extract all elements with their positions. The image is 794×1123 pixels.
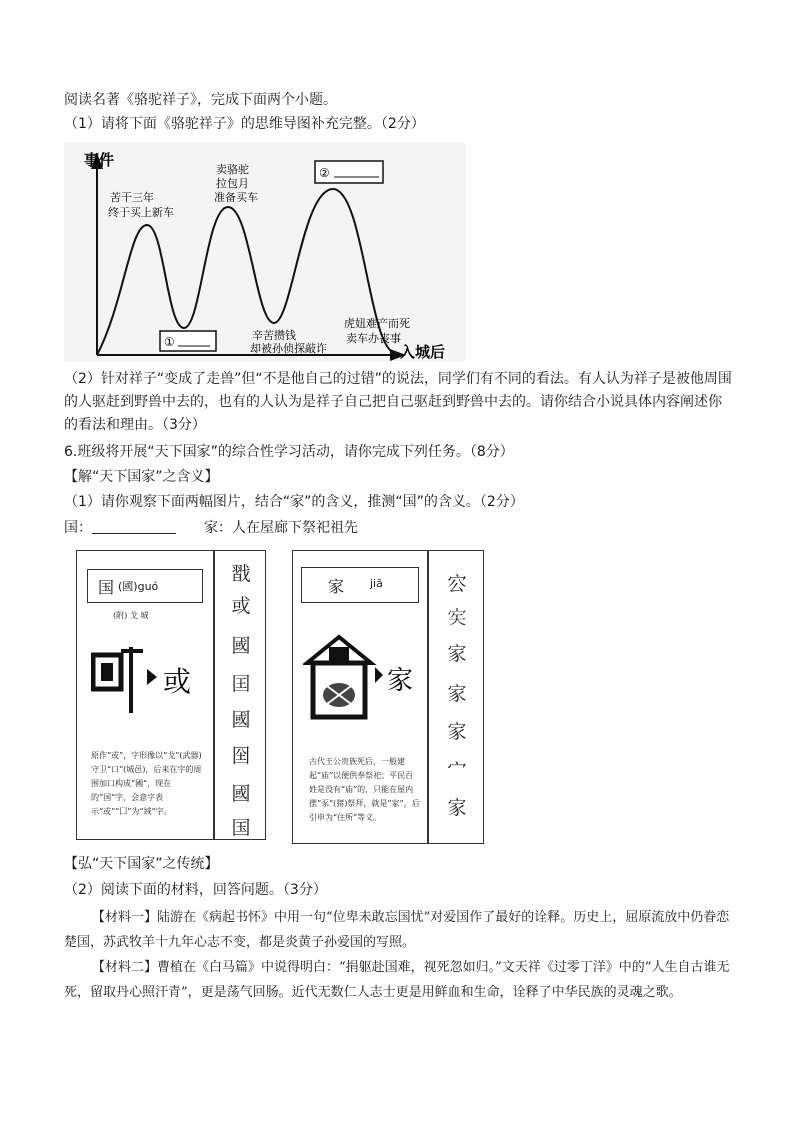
valley2-line1: 辛苦攒钱 — [252, 329, 296, 342]
x-axis-label: 入城后 — [400, 343, 446, 361]
section-title-1: 【解“天下国家”之含义】 — [64, 469, 219, 485]
jia-card — [292, 550, 484, 844]
jia-title: 家 — [328, 577, 345, 596]
jia-form-4: 家 — [447, 683, 467, 705]
jia-title-box — [301, 567, 419, 603]
svg-text:家: 家 — [387, 666, 414, 696]
peak2-line2: 拉包月 — [216, 177, 249, 190]
guo-form-3: 國 — [231, 635, 251, 657]
question-6-2: （2）阅读下面的材料，回答问题。（3分） — [64, 882, 327, 898]
question-2: （2）针对祥子“变成了走兽”但“不是他自己的过错”的说法，同学们有不同的看法。有人认为祥子是被他周围的人驱赶到野兽中去的，也有的人认为是祥子自己把自己驱赶到野兽中去的。请你结合小说具体内容阐述你的看法和理由。（3分） — [64, 371, 732, 433]
guo-jia-row — [64, 517, 358, 539]
guo-card — [76, 550, 266, 840]
peak2-line1: 卖骆驼 — [216, 163, 249, 176]
guo-divider — [213, 551, 215, 839]
end-event-line1: 虎妞难产而死 — [344, 317, 410, 330]
guo-label: 国： — [64, 520, 92, 536]
guo-title: 国 — [98, 578, 115, 597]
question-6-1: （1）请你观察下面两幅图片，结合“家”的含义，推测“国”的含义。（2分） — [64, 494, 524, 510]
jia-form-6: 宀 — [447, 759, 467, 781]
jia-form-7: 家 — [447, 797, 467, 819]
valley2-line2: 却被孙侦探敲诈 — [250, 342, 327, 355]
jia-form-1: 㝐 — [447, 573, 467, 595]
guo-title-box — [87, 569, 203, 603]
guo-form-7: 國 — [231, 783, 251, 805]
jia-form-2: 𡧦 — [447, 607, 467, 629]
guo-form-8: 国 — [231, 817, 251, 839]
guo-form-2: 或 — [231, 595, 251, 617]
guo-form-6: 囶 — [231, 745, 251, 767]
guo-form-4: 囯 — [231, 673, 251, 695]
guo-answer-blank[interactable] — [92, 519, 176, 534]
guo-pinyin: (國)guó — [118, 580, 159, 593]
y-axis-label: 事件 — [84, 151, 115, 169]
jia-glyph-illustration — [303, 633, 423, 723]
jia-card-left — [293, 551, 427, 843]
jia-form-3: 家 — [447, 643, 467, 665]
peak1-line2: 终于买上新车 — [108, 206, 174, 219]
material-2: 【材料二】曹植在《白马篇》中说得明白：“捐躯赴国难，视死忽如归。”文天祥《过零丁洋》中的“人生自古谁无死，留取丹心照汗青”，更是荡气回肠。近代无数仁人志士更是用鲜血和生命，诠释了中华民族的灵魂之歌。 — [64, 960, 730, 1000]
blank-1-label: ① — [164, 335, 175, 349]
jia-desc: 古代王公贵族死后，一般建起“庙”以便供奉祭祀；平民百姓是没有“庙”的，只能在屋内摆“豕”(猪)祭拜，就是“家”，后引申为“住所”等义。 — [309, 757, 420, 822]
svg-text:或: 或 — [163, 665, 192, 698]
guo-glyph-illustration — [91, 639, 201, 719]
question-1: （1）请将下面《骆驼祥子》的思维导图补充完整。（2分） — [64, 116, 425, 132]
guo-form-5: 國 — [231, 709, 251, 731]
jia-divider — [427, 551, 429, 843]
end-event-line2: 卖车办丧事 — [346, 332, 401, 345]
material-1: 【材料一】陆游在《病起书怀》中用一句“位卑未敢忘国忧”对爱国作了最好的诠释。历史上，屈原流放中仍眷恋楚国，苏武牧羊十九年心志不变，都是炎黄子孙爱国的写照。 — [64, 910, 730, 950]
peak1-line1: 苦干三年 — [110, 191, 154, 204]
blank-2-label: ② — [319, 166, 330, 180]
mind-map-diagram — [64, 143, 466, 361]
jia-form-5: 家 — [447, 721, 467, 743]
guo-sub: (附) 戈 城 — [113, 611, 149, 620]
jia-pinyin: jiā — [370, 577, 383, 590]
reading-intro: 阅读名著《骆驼祥子》，完成下面两个小题。 — [64, 92, 337, 108]
guo-form-1: 㦻 — [231, 563, 251, 585]
section-title-2: 【弘“天下国家”之传统】 — [64, 856, 219, 872]
question-6: 6.班级将开展“天下国家”的综合性学习活动，请你完成下列任务。（8分） — [64, 444, 514, 460]
guo-card-left — [77, 551, 213, 839]
guo-desc: 原作“或”，字形像以“戈”(武器)守卫“口”(城邑)，后来在字的周围加口构成“國”，现在的“国”字，会意字表示“或”“囗”为“域”字。 — [91, 751, 202, 816]
jia-meaning: 家：人在屋廊下祭祀祖先 — [204, 520, 358, 536]
peak2-line3: 准备买车 — [214, 191, 258, 204]
